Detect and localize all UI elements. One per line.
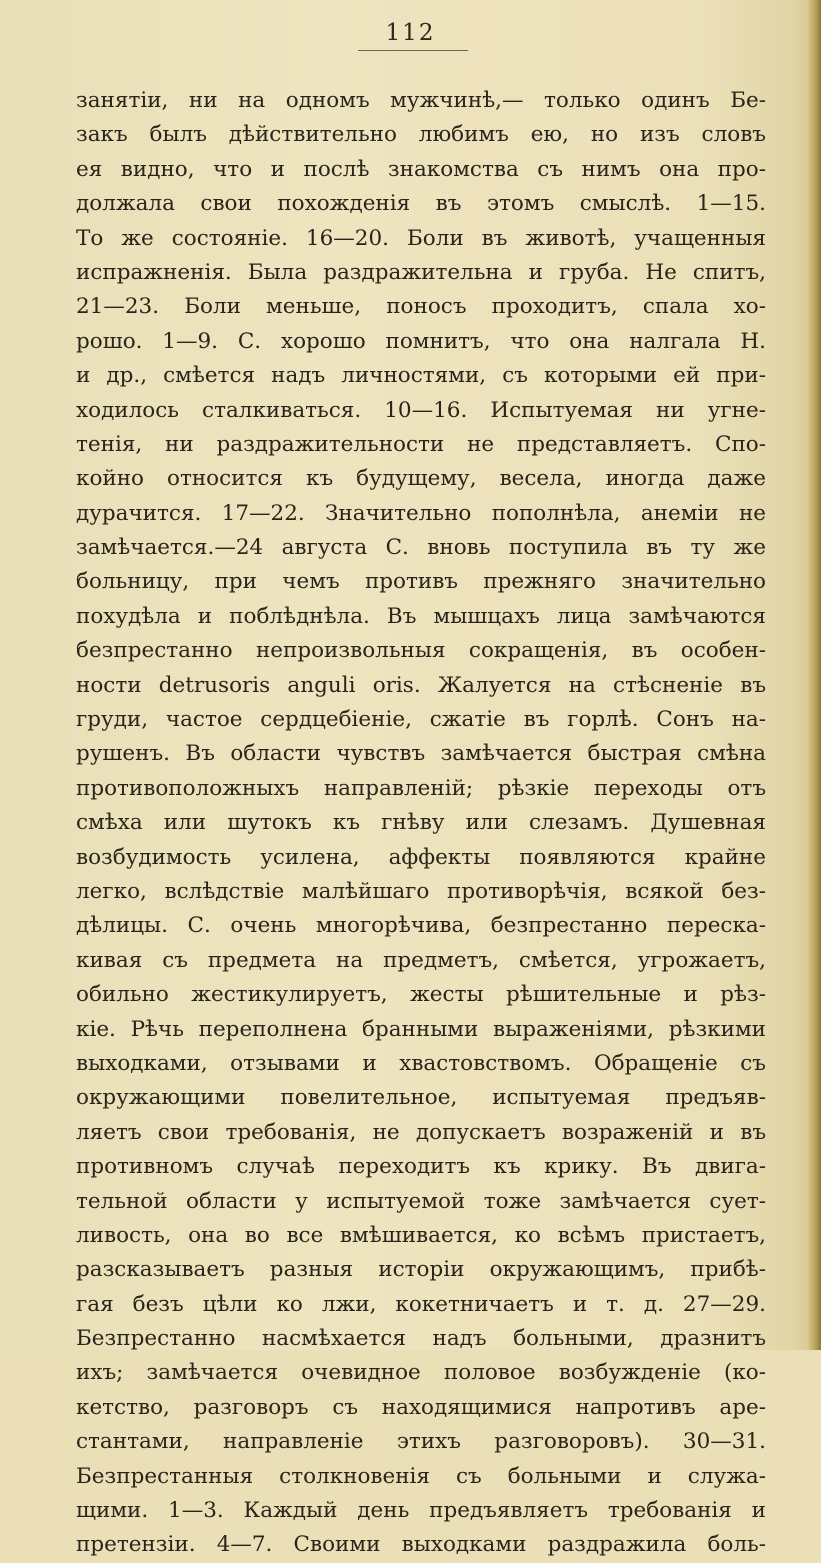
text-line: претензіи. 4—7. Своими выходками раздражила боль-	[76, 1532, 766, 1558]
text-line: занятіи, ни на одномъ мужчинѣ,— только одинъ Бе-	[76, 88, 766, 113]
text-line: рошо. 1—9. С. хорошо помнитъ, что она налгала Н.	[76, 328, 766, 354]
text-line: противоположныхъ направленій; рѣзкіе переходы отъ	[76, 775, 766, 801]
text-line: кіе. Рѣчь переполнена бранными выраженіями, рѣзкими	[76, 1016, 766, 1042]
text-line: похудѣла и поблѣднѣла. Въ мышцахъ лица замѣчаются	[76, 603, 766, 629]
text-line: ности detrusoris anguli oris. Жалуется на стѣсненіе въ	[76, 672, 766, 698]
text-line: рушенъ. Въ области чувствъ замѣчается быстрая смѣна	[76, 741, 766, 767]
text-line: окружающими повелительное, испытуемая предъяв-	[76, 1085, 766, 1111]
text-line: кетство, разговоръ съ находящимися напротивъ аре-	[76, 1394, 766, 1420]
text-line: То же состояніе. 16—20. Боли въ животѣ, учащенныя	[76, 225, 766, 251]
text-line: ея видно, что и послѣ знакомства съ нимъ она про-	[76, 156, 766, 182]
text-line: стантами, направленіе этихъ разговоровъ). 30—31.	[76, 1429, 766, 1455]
text-line: противномъ случаѣ переходитъ къ крику. Въ двига-	[76, 1154, 766, 1180]
header-rule	[358, 50, 468, 51]
text-line: койно относится къ будущему, весела, иногда даже	[76, 466, 766, 492]
text-line: больницу, при чемъ противъ прежняго значительно	[76, 569, 766, 595]
text-line: выходками, отзывами и хвастовствомъ. Обращеніе съ	[76, 1050, 766, 1076]
text-line: кивая съ предмета на предметъ, смѣется, угрожаетъ,	[76, 947, 766, 973]
text-line: щими. 1—3. Каждый день предъявляетъ требованія и	[76, 1498, 766, 1524]
text-line: ливость, она во все вмѣшивается, ко всѣмъ пристаетъ,	[76, 1222, 766, 1248]
text-line: обильно жестикулируетъ, жесты рѣшительные и рѣз-	[76, 982, 766, 1008]
page-edge	[807, 0, 821, 1350]
text-line: испражненія. Была раздражительна и груба. Не спитъ,	[76, 259, 766, 285]
text-line: закъ былъ дѣйствительно любимъ ею, но изъ словъ	[76, 122, 766, 148]
text-line: дѣлицы. С. очень многорѣчива, безпрестанно переска-	[76, 913, 766, 939]
text-line: ихъ; замѣчается очевидное половое возбужденіе (ко-	[76, 1360, 766, 1386]
text-line: и др., смѣется надъ личностями, съ которыми ей при-	[76, 363, 766, 389]
text-line: ляетъ свои требованія, не допускаетъ возраженій и въ	[76, 1119, 766, 1145]
body-text	[76, 84, 766, 1563]
text-line: возбудимость усилена, аффекты появляются крайне	[76, 844, 766, 870]
page-number: 112	[385, 20, 436, 46]
text-line: безпрестанно непроизвольныя сокращенія, въ особен-	[76, 638, 766, 664]
text-line: Безпрестанно насмѣхается надъ больными, дразнитъ	[76, 1326, 766, 1352]
text-line: тельной области у испытуемой тоже замѣчается сует-	[76, 1188, 766, 1214]
text-line: легко, вслѣдствіе малѣйшаго противорѣчія, всякой без-	[76, 878, 766, 904]
text-line: должала свои похожденія въ этомъ смыслѣ. 1—15.	[76, 191, 766, 217]
text-line: груди, частое сердцебіеніе, сжатіе въ горлѣ. Сонъ на-	[76, 707, 766, 733]
text-line: замѣчается.—24 августа С. вновь поступила въ ту же	[76, 535, 766, 561]
text-line: Безпрестанныя столкновенія съ больными и служа-	[76, 1463, 766, 1489]
text-line: гая безъ цѣли ко лжи, кокетничаетъ и т. д. 27—29.	[76, 1291, 766, 1317]
text-line: смѣха или шутокъ къ гнѣву или слезамъ. Душевная	[76, 810, 766, 836]
text-line: разсказываетъ разныя исторіи окружающимъ, прибѣ-	[76, 1257, 766, 1283]
text-line: дурачится. 17—22. Значительно пополнѣла, анеміи не	[76, 500, 766, 526]
text-line: ходилось сталкиваться. 10—16. Испытуемая ни угне-	[76, 397, 766, 423]
text-line: 21—23. Боли меньше, поносъ проходитъ, спала хо-	[76, 294, 766, 320]
text-line: тенія, ни раздражительности не представляетъ. Спо-	[76, 431, 766, 457]
